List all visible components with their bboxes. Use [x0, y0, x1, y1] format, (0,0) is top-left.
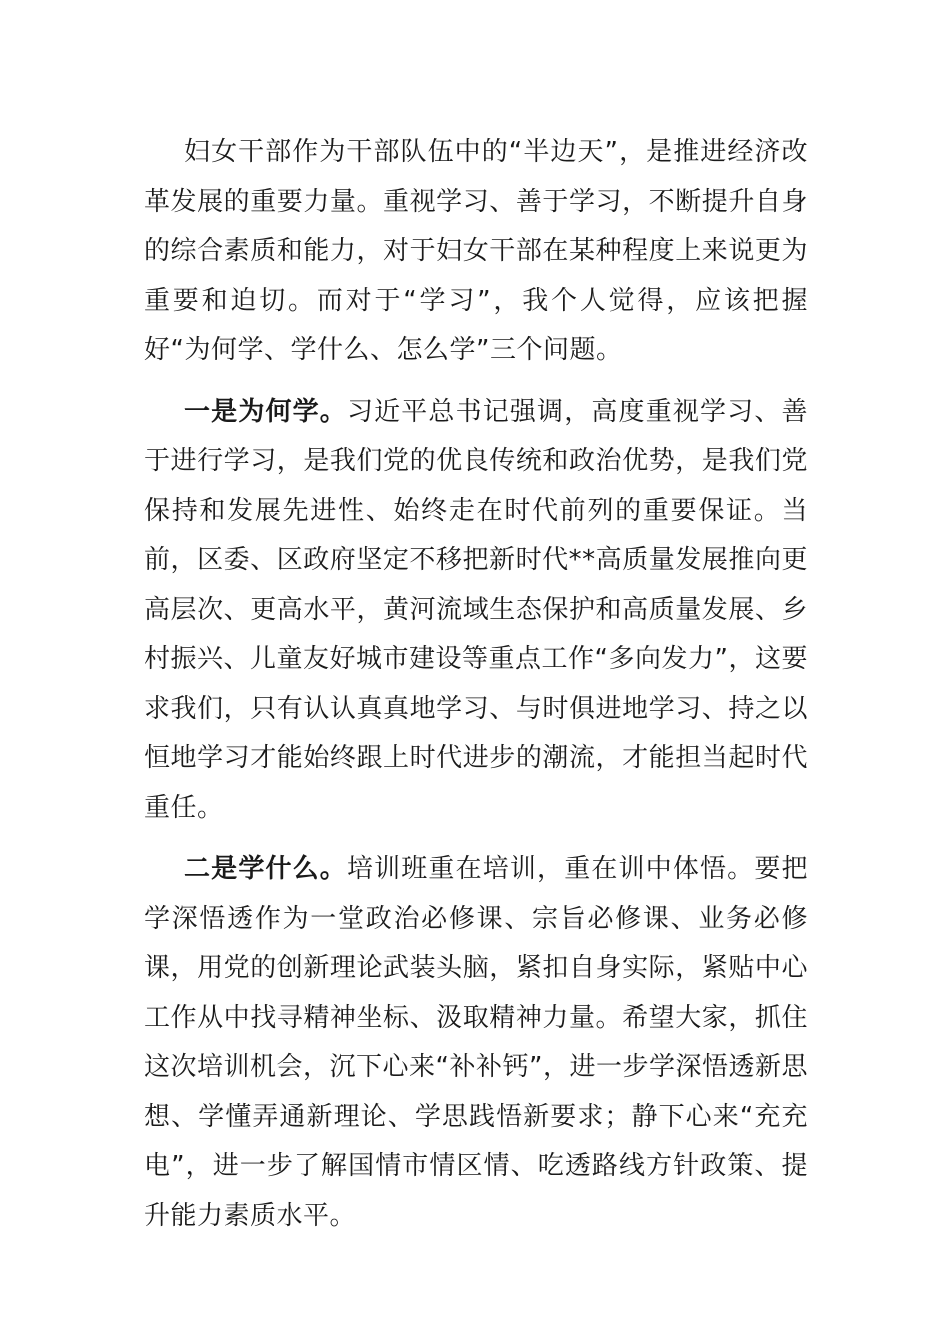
document-body — [144, 128, 808, 1253]
paragraph-intro — [144, 128, 808, 376]
paragraph-text: 习近平总书记强调，高度重视学习、善于进行学习，是我们党的优良传统和政治优势，是我们党保持和发展先进性、始终走在时代前列的重要保证。当前，区委、区政府坚定不移把新时代**高质量发展推向更高层次、更高水平，黄河流域生态保护和高质量发展、乡村振兴、儿童友好城市建设等重点工作“多向发力”，这要求我们，只有认认真真地学习、与时俱进地学习、持之以恒地学习才能始终跟上时代进步的潮流，才能担当起时代重任。 — [144, 396, 808, 823]
paragraph-why-learn — [144, 388, 808, 834]
paragraph-text: 妇女干部作为干部队伍中的“半边天”，是推进经济改革发展的重要力量。重视学习、善于学习，不断提升自身的综合素质和能力，对于妇女干部在某种程度上来说更为重要和迫切。而对于“学习”，我个人觉得，应该把握好“为何学、学什么、怎么学”三个问题。 — [144, 137, 808, 365]
paragraph-heading: 一是为何学。 — [184, 396, 347, 427]
paragraph-what-learn — [144, 845, 808, 1241]
paragraph-text: 培训班重在培训，重在训中体悟。要把学深悟透作为一堂政治必修课、宗旨必修课、业务必修课，用党的创新理论武装头脑，紧扣自身实际，紧贴中心工作从中找寻精神坐标、汲取精神力量。希望大家，抓住这次培训机会，沉下心来“补补钙”，进一步学深悟透新思想、学懂弄通新理论、学思践悟新要求；静下心来“充充电”，进一步了解国情市情区情、吃透路线方针政策、提升能力素质水平。 — [144, 854, 808, 1231]
paragraph-heading: 二是学什么。 — [184, 854, 347, 884]
